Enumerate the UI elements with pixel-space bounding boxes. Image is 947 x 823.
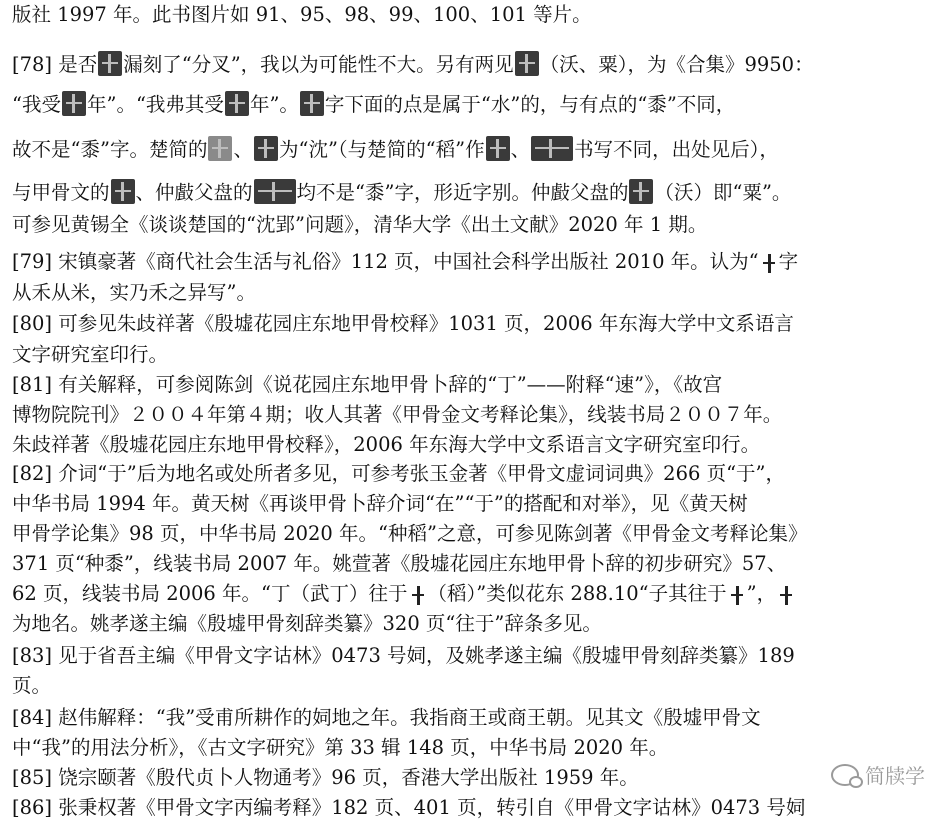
text-segment: 为“沈”（与楚简的“稻”作	[278, 138, 485, 161]
glyph-rubbing-image	[300, 91, 324, 116]
text-line: [83] 见于省吾主编《甲骨文字诂林》0473 号㚸，及姚孝遂主编《殷墟甲骨刻辞类纂》189	[12, 644, 795, 667]
text-segment: （沃、粟），为《合集》9950：	[539, 53, 814, 76]
text-segment: 与甲骨文的	[12, 181, 110, 204]
glyph-rubbing-image	[515, 51, 539, 76]
text-line: [80] 可参见朱歧祥著《殷墟花园庄东地甲骨校释》1031 页，2006 年东海大学中文系语言	[12, 312, 794, 335]
glyph-rubbing-image	[225, 91, 249, 116]
text-line: [81] 有关解释，可参阅陈剑《说花园庄东地甲骨卜辞的“丁”——附释“速”》，《故宫	[12, 373, 723, 396]
glyph-rubbing-image	[62, 91, 86, 116]
text-line: 博物院院刊》２００４年第４期；收人其著《甲骨金文考释论集》，线装书局２００７年。	[12, 403, 783, 426]
text-line: 中华书局 1994 年。黄天树《再谈甲骨卜辞介词“在”“于”的搭配和对举》，见《黄天树	[12, 492, 748, 515]
glyph-oracle-character	[777, 583, 795, 605]
text-segment: ”，	[746, 582, 777, 605]
text-segment: 年”。	[249, 93, 299, 116]
glyph-bamboo-slip-image	[254, 136, 278, 161]
glyph-rubbing-image	[111, 179, 135, 204]
glyph-oracle-character	[409, 583, 427, 605]
note-79-line-1	[12, 247, 798, 277]
glyph-bamboo-slip-image	[486, 136, 510, 161]
text-segment: “我受	[12, 93, 61, 116]
text-line: 中“我”的用法分析》，《古文字研究》第 33 辑 148 页，中华书局 2020 年。	[12, 736, 669, 759]
text-segment: （稻）”类似花东 288.10“子其往于	[427, 582, 727, 605]
text-segment: [79] 宋镇豪著《商代社会生活与礼俗》112 页，中国社会科学出版社 2010 年。认为“	[12, 250, 759, 273]
watermark-text: 简牍学	[865, 764, 925, 788]
text-segment: 年”。“我弗其受	[86, 93, 224, 116]
glyph-oracle-character	[760, 251, 778, 273]
glyph-oracle-character	[728, 583, 746, 605]
text-segment: 漏刻了“分叉”，我以为可能性不大。另有两见	[123, 53, 514, 76]
text-line: 可参见黄锡全《谈谈楚国的“沈郢”问题》，清华大学《出土文献》2020 年 1 期。	[12, 213, 708, 236]
note-78-line-2	[12, 90, 735, 120]
text-line: 朱歧祥著《殷墟花园庄东地甲骨校释》，2006 年东海大学中文系语言文字研究室印行。	[12, 433, 761, 456]
text-segment: 、	[510, 138, 531, 161]
text-line: [85] 饶宗颐著《殷代贞卜人物通考》96 页，香港大学出版社 1959 年。	[12, 766, 639, 789]
text-segment: 、仲㪥父盘的	[135, 181, 253, 204]
note-78-line-4	[12, 178, 791, 208]
text-segment: 62 页，线装书局 2006 年。“丁（武丁）往于	[12, 582, 408, 605]
text-line: 文字研究室印行。	[12, 343, 169, 366]
glyph-bamboo-slip-image	[531, 136, 573, 161]
text-line: [84] 赵伟解释：“我”受甫所耕作的㚸地之年。我指商王或商王朝。见其文《殷墟甲骨文	[12, 706, 761, 729]
text-segment: [78] 是否	[12, 53, 98, 76]
wechat-icon	[831, 764, 859, 786]
text-segment: 字下面的点是属于“水”的，与有点的“黍”不同，	[324, 93, 736, 116]
glyph-bamboo-slip-image	[208, 136, 232, 161]
text-segment: 书写不同，出处见后），	[574, 138, 779, 161]
text-line: 371 页“种黍”，线装书局 2007 年。姚萱著《殷墟花园庄东地甲骨卜辞的初步研究》57、	[12, 552, 787, 575]
text-line: 为地名。姚孝遂主编《殷墟甲骨刻辞类纂》320 页“往于”辞条多见。	[12, 612, 602, 635]
note-82-line-6	[12, 579, 796, 609]
text-segment: 、	[233, 138, 253, 161]
text-line: 甲骨学论集》98 页，中华书局 2020 年。“种稻”之意，可参见陈剑著《甲骨金文考释论集》	[12, 522, 808, 545]
glyph-bronze-inscription-image	[629, 179, 653, 204]
text-segment: 故不是“黍”字。楚简的	[12, 138, 208, 161]
text-line: 从禾从米，实乃禾之异写”。	[12, 281, 256, 304]
note-78-line-3	[12, 135, 779, 165]
text-line: [86] 张秉权著《甲骨文字丙编考释》182 页、401 页，转引自《甲骨文字诂林》0473 号㚸	[12, 796, 806, 819]
text-line: 版社 1997 年。此书图片如 91、95、98、99、100、101 等片。	[12, 3, 592, 26]
text-line: 页。	[12, 674, 52, 697]
text-segment: 字	[778, 250, 799, 273]
watermark	[831, 760, 925, 789]
text-segment: 均不是“黍”字，形近字别。仲㪥父盘的	[296, 181, 629, 204]
glyph-rubbing-image	[98, 51, 122, 76]
glyph-bronze-inscription-image	[254, 179, 296, 204]
text-line: [82] 介词“于”后为地名或处所者多见，可参考张玉金著《甲骨文虚词词典》266 页“于”，	[12, 462, 786, 485]
note-78-line-1	[12, 50, 814, 80]
text-segment: （沃）即“粟”。	[654, 181, 792, 204]
